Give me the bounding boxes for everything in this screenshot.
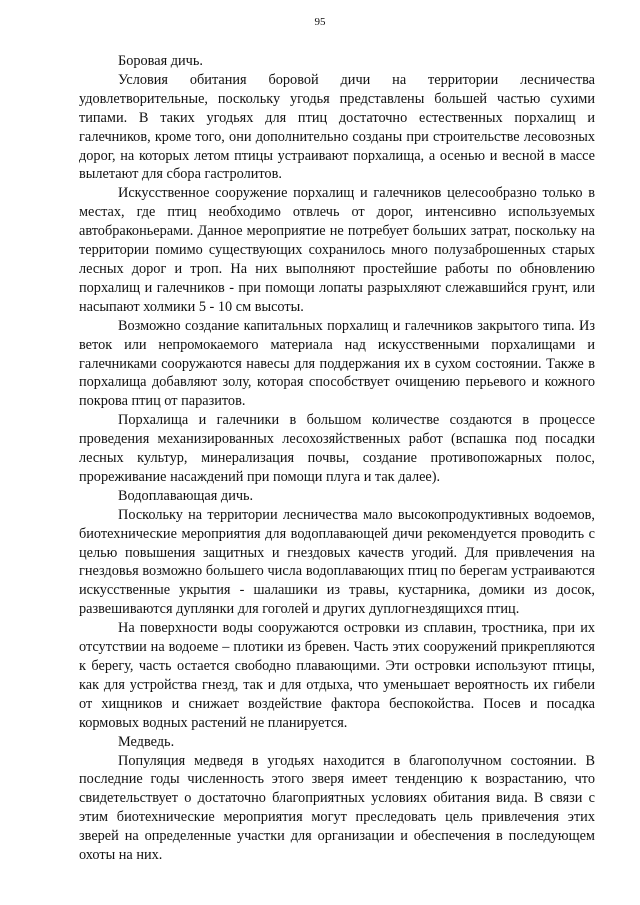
paragraph: Условия обитания боровой дичи на территории лесничества удовлетворительные, поскольку угодья представлены большей частью сухими типами. В таких угодьях для птиц достаточно естественных порхалищ и галечников, кроме того, они дополнительно созданы при строительстве лесовозных дорог, на которых летом птицы устраивают порхалища, а осенью и весной в массе вылетают для сбора гастролитов. — [79, 71, 595, 183]
paragraph: Порхалища и галечники в большом количестве создаются в процессе проведения механизированных лесохозяйственных работ (вспашка под посадки лесных культур, минерализация почвы, создание противопожарных полос, прореживание насаждений при помощи плуга и так далее). — [79, 412, 595, 485]
paragraph: Искусственное сооружение порхалищ и галечников целесообразно только в местах, где птиц необходимо отвлечь от дорог, интенсивно используемых автобраконьерами. Данное мероприятие не потребует больших затрат, поскольку на территории помимо существующих сохранилось много полузаброшенных старых лесных дорог и троп. На них выполняют простейшие работы по обновлению порхалищ и галечников - при помощи лопаты разрыхляют слежавшийся грунт, или насыпают холмики 5 - 10 см высоты. — [79, 185, 595, 315]
section-heading-waterfowl: Водоплавающая дичь. — [118, 487, 254, 504]
section-heading-upland-game: Боровая дичь. — [118, 53, 203, 69]
paragraph: Поскольку на территории лесничества мало высокопродуктивных водоемов, биотехнические мероприятия для водоплавающей дичи рекомендуется проводить с целью повышения защитных и гнездовых качеств угодий. Для привлечения на гнездовья возможно большего числа водоплавающих птиц по берегам устраиваются искусственные укрытия - шалашики из травы, кустарника, домики из досок, развешиваются дуплянки для гоголей и других дуплогнездящихся птиц. — [79, 506, 595, 618]
page-number: 95 — [314, 16, 326, 28]
section-heading-bear: Медведь. — [118, 733, 175, 750]
paragraph: На поверхности воды сооружаются островки из сплавин, тростника, при их отсутствии на водоеме – плотики из бревен. Часть этих сооружений прикрепляются к берегу, часть остается свободно плавающими. Эти островки используют птицы, как для устройства гнезд, так и для отдыха, что уменьшает вероятность их гибели от хищников и снижает воздействие фактора беспокойства. Посев и посадка кормовых водных растений не планируется. — [79, 620, 595, 731]
page-content — [79, 52, 595, 865]
paragraph: Популяция медведя в угодьях находится в благополучном состоянии. В последние годы численность этого зверя имеет тенденцию к возрастанию, что свидетельствует о достаточно благоприятных условиях обитания вида. В связи с этим биотехнические мероприятия могут преследовать цель привлечения этих зверей на определенные участки для организации и обеспечения в последующем охоты на них. — [79, 752, 595, 864]
paragraph: Возможно создание капитальных порхалищ и галечников закрытого типа. Из веток или непромокаемого материала над искусственными порхалищами и галечниками сооружаются навесы для поддержания их в сухом состоянии. Также в порхалища добавляют золу, которая способствует очищению перьевого и кожного покрова птиц от паразитов. — [79, 317, 595, 410]
